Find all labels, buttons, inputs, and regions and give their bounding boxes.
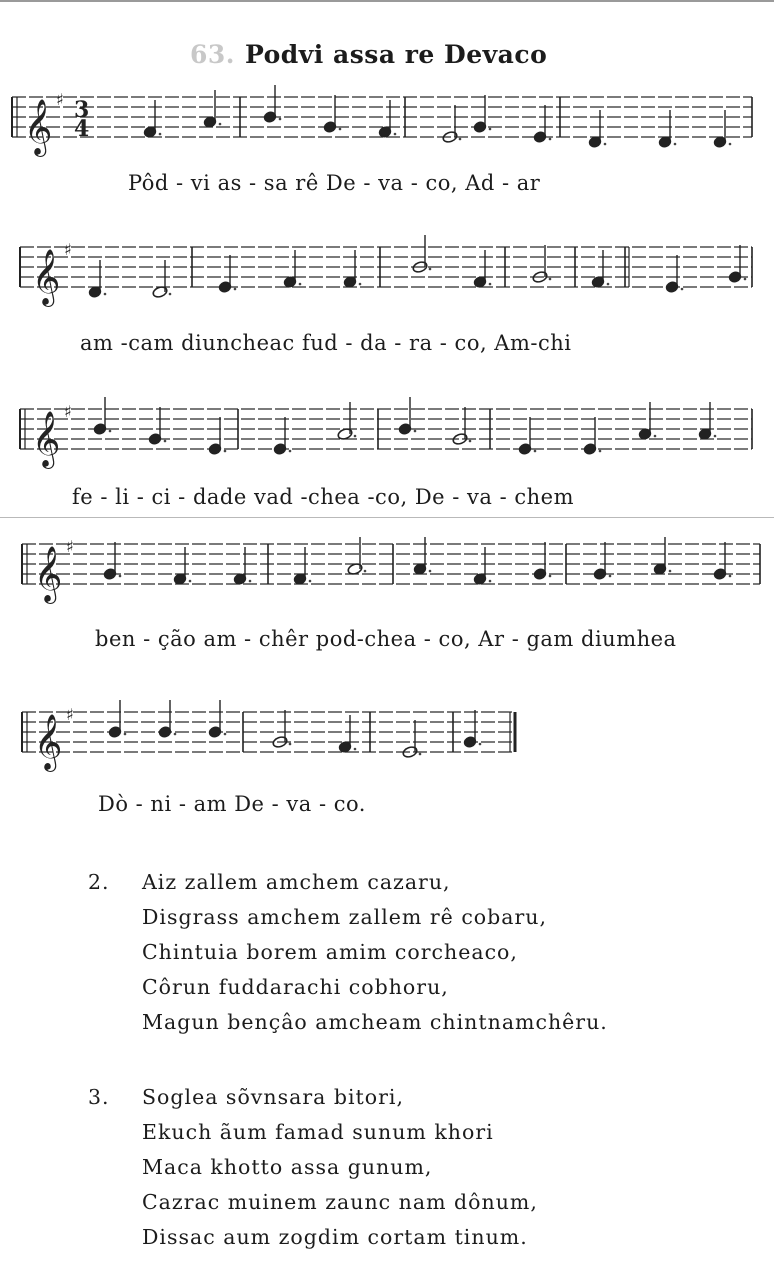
note-dot (289, 450, 292, 453)
note-dot (174, 733, 177, 736)
stanza-number: 2. (88, 870, 110, 894)
time-signature-bottom: 4 (74, 116, 90, 142)
stanza-line: Magun bençâo amcheam chintnamchêru. (142, 1010, 608, 1034)
staff-1 (0, 85, 774, 165)
note-dot (104, 293, 107, 296)
note-dot (359, 283, 362, 286)
note-dot (549, 575, 552, 578)
note-dot (714, 435, 717, 438)
sharp-icon: ♯ (64, 240, 72, 259)
song-title-text: Podvi assa re Devaco (245, 40, 548, 69)
note-dot (219, 123, 222, 126)
note-dot (429, 268, 432, 271)
note-dot (654, 435, 657, 438)
treble-clef-icon: 𝄞 (34, 714, 63, 770)
note-dot (459, 138, 462, 141)
sharp-icon: ♯ (64, 402, 72, 421)
stanza-line: Dissac aum zogdim cortam tinum. (142, 1225, 528, 1249)
note-dot (534, 450, 537, 453)
note-dot (607, 283, 610, 286)
note-dot (339, 128, 342, 131)
time-signature-top: 3 (74, 97, 90, 123)
lyrics-line-5: Dò - ni - am De - va - co. (98, 792, 366, 816)
stanza-line: Ekuch ãum famad sunum khori (142, 1120, 494, 1144)
lyrics-line-3: fe - li - ci - dade vad -chea -co, De - va - chem (72, 485, 574, 509)
note-dot (479, 743, 482, 746)
note-dot (549, 138, 552, 141)
treble-clef-icon: 𝄞 (32, 411, 61, 467)
separator-line (0, 517, 774, 518)
music-system-4 (0, 532, 774, 662)
sharp-icon: ♯ (66, 705, 74, 724)
stanza-line: Côrun fuddarachi cobhoru, (142, 975, 449, 999)
note-dot (169, 293, 172, 296)
note-dot (119, 575, 122, 578)
stanza-2 (88, 870, 728, 1050)
note-dot (549, 278, 552, 281)
note-dot (681, 288, 684, 291)
stanza-line: Maca khotto assa gunum, (142, 1155, 433, 1179)
note-dot (489, 580, 492, 583)
treble-clef-icon: 𝄞 (34, 546, 63, 602)
note-dot (729, 575, 732, 578)
treble-clef-icon: 𝄞 (24, 99, 53, 155)
stanza-line: Soglea sõvnsara bitori, (142, 1085, 404, 1109)
stanza-line: Cazrac muinem zaunc nam dônum, (142, 1190, 538, 1214)
note-dot (674, 143, 677, 146)
note-dot (299, 283, 302, 286)
lyrics-line-2: am -cam diuncheac fud - da - ra - co, Am-chi (80, 331, 572, 355)
note-dot (469, 440, 472, 443)
note-dot (414, 430, 417, 433)
note-dot (364, 570, 367, 573)
note-dot (354, 435, 357, 438)
staff-4 (0, 532, 774, 612)
note-dot (279, 118, 282, 121)
note-dot (489, 283, 492, 286)
note-dot (124, 733, 127, 736)
note-dot (729, 143, 732, 146)
note-dot (744, 278, 747, 281)
note-dot (224, 733, 227, 736)
note-dot (419, 753, 422, 756)
staff-2 (0, 235, 774, 315)
treble-clef-icon: 𝄞 (32, 249, 61, 305)
stanza-3 (88, 1085, 728, 1265)
song-title (190, 40, 610, 69)
note-dot (234, 288, 237, 291)
top-border (0, 0, 774, 2)
note-dot (489, 128, 492, 131)
note-dot (669, 570, 672, 573)
note-dot (354, 748, 357, 751)
stanza-line: Chintuia borem amim corcheaco, (142, 940, 518, 964)
note-dot (609, 575, 612, 578)
stanza-line: Aiz zallem amchem cazaru, (142, 870, 451, 894)
note-dot (159, 133, 162, 136)
note-dot (189, 580, 192, 583)
note-dot (599, 450, 602, 453)
note-dot (309, 580, 312, 583)
note-dot (429, 570, 432, 573)
note-dot (224, 450, 227, 453)
note-dot (394, 133, 397, 136)
sharp-icon: ♯ (66, 537, 74, 556)
staff-3 (0, 397, 774, 477)
music-system-1 (0, 85, 774, 205)
music-system-2 (0, 235, 774, 355)
sharp-icon: ♯ (56, 90, 64, 109)
note-dot (109, 430, 112, 433)
lyrics-line-1: Pôd - vi as - sa rê De - va - co, Ad - ar (128, 171, 541, 195)
note-dot (249, 580, 252, 583)
staff-5 (0, 700, 540, 780)
stanza-number: 3. (88, 1085, 110, 1109)
note-dot (164, 440, 167, 443)
note-dot (289, 743, 292, 746)
stanza-line: Disgrass amchem zallem rê cobaru, (142, 905, 548, 929)
note-dot (604, 143, 607, 146)
music-system-5 (0, 700, 774, 820)
lyrics-line-4: ben - ção am - chêr pod-chea - co, Ar - gam diumhea (95, 627, 677, 651)
music-system-3 (0, 397, 774, 517)
song-number: 63. (190, 40, 235, 69)
